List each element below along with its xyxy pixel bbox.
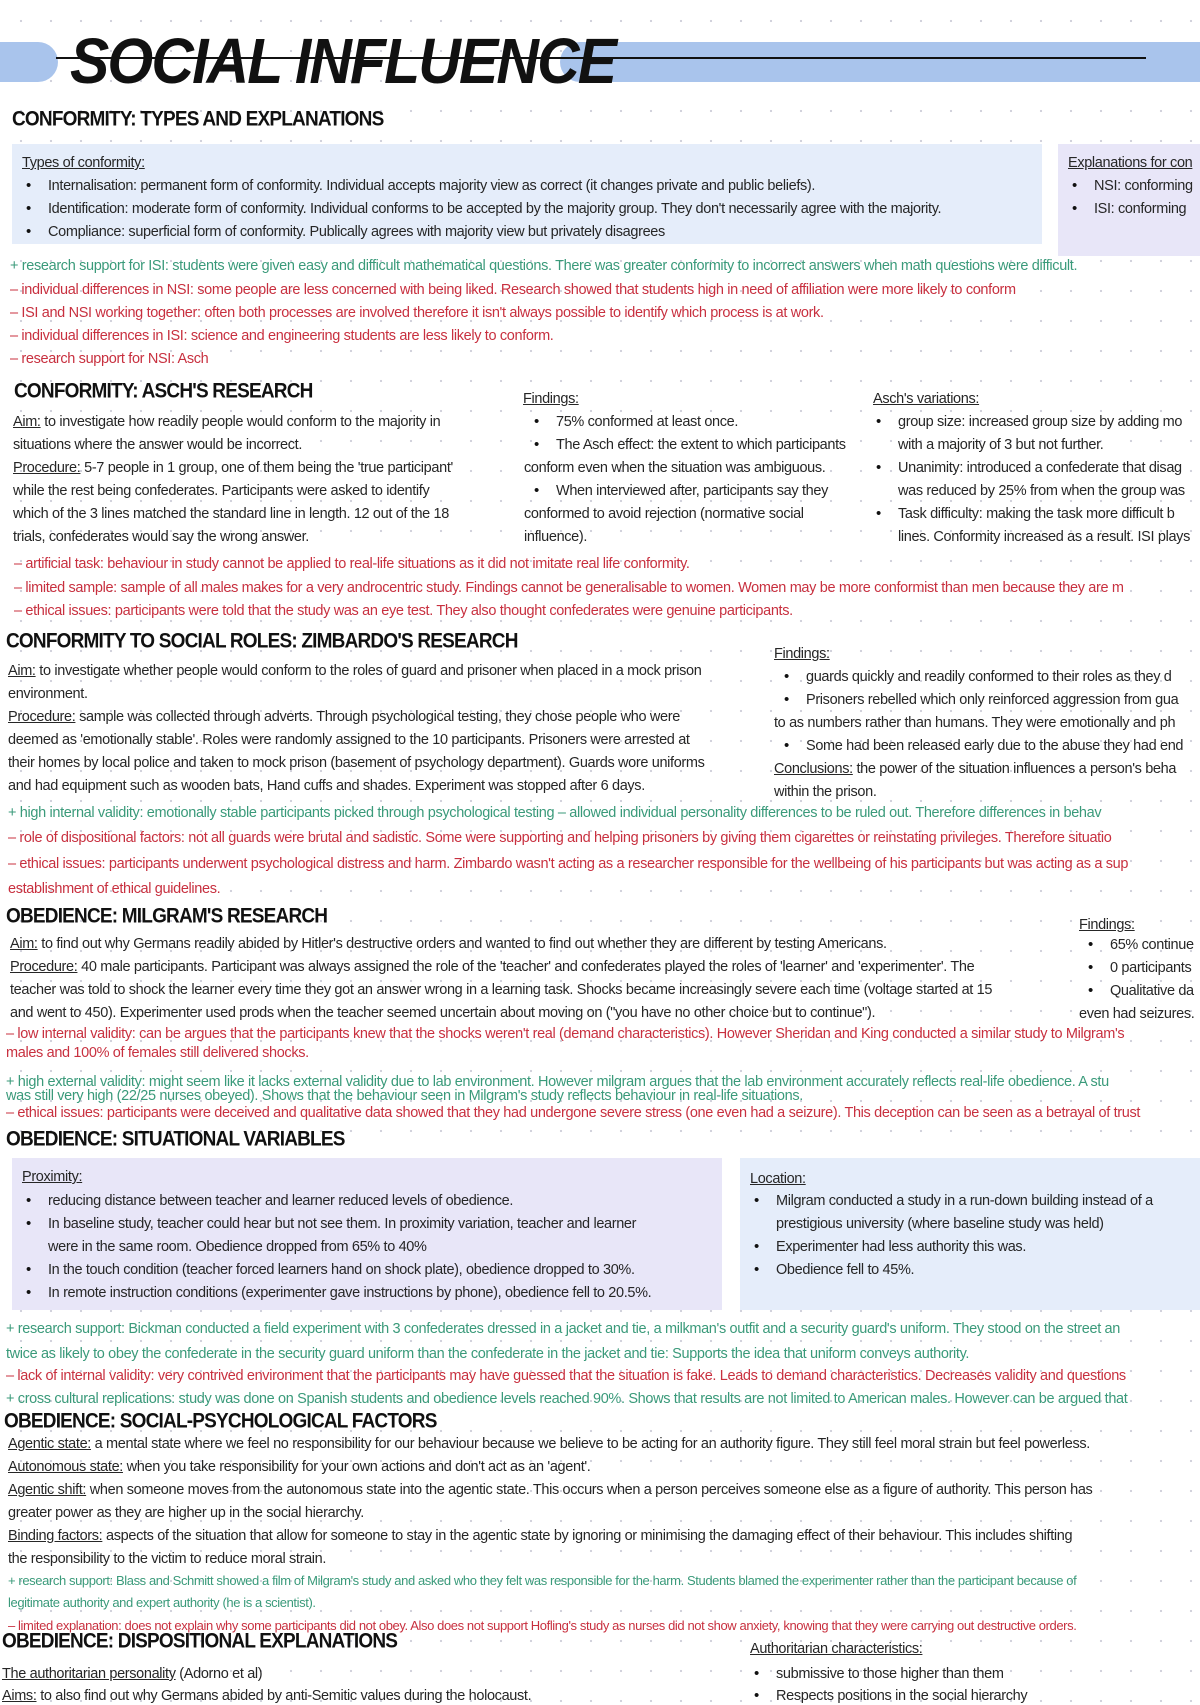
eval-line: – role of dispositional factors: not all guards were brutal and sadistic. Some were supporting and helping prisoners by giving them cigarettes or reinstating privileges. Therefore situatio bbox=[8, 830, 1112, 846]
proximity-point: were in the same room. Obedience dropped from 65% to 40% bbox=[48, 1239, 427, 1255]
social-psych-line-text: aspects of the situation that allow for someone to stay in the agentic state by ignoring or minimising the damaging effect of their behaviour. This includes shifting bbox=[102, 1528, 1073, 1544]
asch-method-line-label: Procedure: bbox=[13, 460, 81, 476]
zimbardo-method-line bbox=[8, 777, 645, 795]
section-heading-dispositional: OBEDIENCE: DISPOSITIONAL EXPLANATIONS bbox=[2, 1630, 398, 1654]
milgram-method-line-label: Aim: bbox=[10, 936, 38, 952]
zimbardo-method-line-label: Aim: bbox=[8, 663, 36, 679]
milgram-method-line bbox=[10, 935, 887, 953]
dispositional-line bbox=[2, 1665, 262, 1683]
dispositional-line-text: (Adorno et al) bbox=[175, 1666, 263, 1682]
zimbardo-method-line-text: and had equipment such as wooden bats, Hand cuffs and shades. Experiment was stopped after 6 days. bbox=[8, 778, 645, 794]
section-heading-milgram: OBEDIENCE: MILGRAM'S RESEARCH bbox=[6, 905, 328, 929]
asch-variation: lines. Conformity increased as a result. ISI plays bbox=[898, 529, 1190, 545]
social-psych-line-text: greater power as they are higher up in the social hierarchy. bbox=[8, 1505, 364, 1521]
social-psych-line-text: when someone moves from the autonomous state into the agentic state. This occurs when a person perceives someone else as a figure of authority. This person has bbox=[86, 1482, 1093, 1498]
eval-line: – individual differences in NSI: some people are less concerned with being liked. Research showed that students high in need of affiliation were more likely to conform bbox=[10, 282, 1016, 298]
proximity-point: • In baseline study, teacher could hear but not see them. In proximity variation, teacher and learner bbox=[48, 1215, 636, 1233]
milgram-finding: even had seizures. bbox=[1079, 1006, 1195, 1022]
asch-method-line bbox=[13, 459, 453, 477]
dispositional-line-label: Aims: bbox=[2, 1688, 37, 1704]
dispositional-line-text: to also find out why Germans abided by anti-Semitic values during the holocaust. bbox=[36, 1688, 532, 1704]
zimbardo-method-line-text: environment. bbox=[8, 686, 88, 702]
asch-variation: was reduced by 25% from when the group was bbox=[898, 483, 1185, 499]
zimbardo-finding: • Some had been released early due to the abuse they had end bbox=[806, 737, 1183, 755]
page-title: SOCIAL INFLUENCE bbox=[70, 25, 616, 97]
eval-line: – ethical issues: participants were deceived and qualitative data showed that they had undergone severe stress (one even had a seizure). This deception can be seen as a betrayal of trust bbox=[6, 1105, 1141, 1121]
location-point: prestigious university (where baseline study was held) bbox=[776, 1216, 1104, 1232]
eval-line: + high external validity: might seem like it lacks external validity due to lab environment. However milgram argues that the lab environment accurately reflects real-life obedience. A stu bbox=[6, 1074, 1109, 1090]
explanations-heading: Explanations for con bbox=[1068, 155, 1193, 171]
asch-variation: with a majority of 3 but not further. bbox=[898, 437, 1104, 453]
header-accent-left bbox=[0, 42, 58, 82]
asch-method-line bbox=[13, 436, 302, 454]
eval-line: legitimate authority and expert authority (he is a scientist). bbox=[8, 1595, 316, 1610]
eval-line: – lack of internal validity: very contrived environment that the participants may have guessed that the situation is fake. Leads to demand characteristics. Decreases validity and questions bbox=[6, 1368, 1126, 1384]
eval-line: – artificial task: behaviour in study cannot be applied to real-life situations as it did not imitate real life conformity. bbox=[14, 556, 690, 572]
milgram-method-line bbox=[10, 1004, 875, 1022]
zimbardo-method-line bbox=[8, 685, 88, 703]
social-psych-line bbox=[8, 1458, 590, 1476]
zimbardo-method-line bbox=[8, 708, 680, 726]
eval-line: – low internal validity: can be argues that the participants knew that the shocks weren't real (demand characteristics). However Sheridan and King conducted a similar study to Milgram's bbox=[6, 1026, 1125, 1042]
asch-method-line bbox=[13, 482, 429, 500]
proximity-heading: Proximity: bbox=[22, 1169, 83, 1185]
milgram-method-line-text: 40 male participants. Participant was always assigned the role of the 'teacher' and confederates played the roles of 'learner' and 'experimenter'. The bbox=[77, 959, 975, 975]
explanation-nsi: • NSI: conforming bbox=[1094, 177, 1193, 195]
type-internalisation: • Internalisation: permanent form of conformity. Individual accepts majority view as correct (it changes private and public beliefs). bbox=[48, 177, 815, 195]
asch-method-line-text: which of the 3 lines matched the standard line in length. 12 out of the 18 bbox=[13, 506, 449, 522]
types-heading: Types of conformity: bbox=[22, 155, 145, 171]
zimbardo-finding: • guards quickly and readily conformed to their roles as they d bbox=[806, 668, 1172, 686]
social-psych-line-text: when you take responsibility for your own actions and don't act as an 'agent'. bbox=[122, 1459, 591, 1475]
asch-variation: • group size: increased group size by adding mo bbox=[898, 413, 1182, 431]
social-psych-line-label: Binding factors: bbox=[8, 1528, 103, 1544]
milgram-method-line bbox=[10, 981, 992, 999]
zimbardo-method-line bbox=[8, 662, 701, 680]
dispositional-line bbox=[2, 1687, 531, 1705]
proximity-point: • In the touch condition (teacher forced learners hand on shock plate), obedience dropped to 30%. bbox=[48, 1261, 635, 1279]
asch-finding: • 75% conformed at least once. bbox=[556, 413, 738, 431]
section-heading-situational: OBEDIENCE: SITUATIONAL VARIABLES bbox=[6, 1128, 345, 1152]
asch-finding: conformed to avoid rejection (normative social bbox=[524, 506, 804, 522]
eval-line: – ethical issues: participants underwent psychological distress and harm. Zimbardo wasn't acting as a researcher responsible for the wellbeing of his participants but was acting as a sup bbox=[8, 856, 1129, 872]
location-point: • Milgram conducted a study in a run-down building instead of a bbox=[776, 1192, 1153, 1210]
zimbardo-finding: • Prisoners rebelled which only reinforced aggression from gua bbox=[806, 691, 1178, 709]
asch-finding: conform even when the situation was ambiguous. bbox=[524, 460, 826, 476]
eval-line: + research support: Bickman conducted a field experiment with 3 confederates dressed in a jacket and tie, a milkman's outfit and a security guard's uniform. They stood on the street an bbox=[6, 1321, 1120, 1337]
header-accent-right bbox=[560, 42, 1200, 82]
asch-findings-heading: Findings: bbox=[523, 391, 579, 407]
eval-line: – limited explanation: does not explain why some participants did not obey. Also does not support Hofling's study as nurses did not show anxiety, knowing that they were carrying out destructive orders. bbox=[8, 1618, 1077, 1633]
section-heading-asch: CONFORMITY: ASCH'S RESEARCH bbox=[14, 380, 313, 404]
zimbardo-finding: within the prison. bbox=[774, 784, 877, 800]
social-psych-line bbox=[8, 1550, 326, 1568]
dispositional-line-label: The authoritarian personality bbox=[2, 1666, 176, 1682]
eval-line: + research support: Blass and Schmitt showed a film of Milgram's study and asked who they felt was responsible for the harm. Students blamed the experimenter rather than the participant because of bbox=[8, 1573, 1077, 1588]
eval-line: – limited sample: sample of all males makes for a very androcentric study. Findings cannot be generalisable to women. Women may be more conformist than men because they are m bbox=[14, 580, 1124, 596]
zimbardo-method-line bbox=[8, 731, 690, 749]
eval-line: + cross cultural replications: study was done on Spanish students and obedience levels reached 90%. Shows that results are not limited to American males. However can be argued that bbox=[6, 1391, 1128, 1407]
social-psych-line-label: Agentic state: bbox=[8, 1436, 91, 1452]
zimbardo-finding-text: the power of the situation influences a person's beha bbox=[852, 761, 1177, 777]
asch-method-line-text: while the rest being confederates. Participants were asked to identify bbox=[13, 483, 430, 499]
asch-variation: • Unanimity: introduced a confederate that disag bbox=[898, 459, 1182, 477]
section-heading-social-psych: OBEDIENCE: SOCIAL-PSYCHOLOGICAL FACTORS bbox=[4, 1410, 437, 1434]
zimbardo-method-line-text: their homes by local police and taken to mock prison (basement of psychology department). Guards wore uniforms bbox=[8, 755, 705, 771]
eval-line: – ethical issues: participants were told that the study was an eye test. They also thought confederates were genuine participants. bbox=[14, 603, 793, 619]
proximity-point: • reducing distance between teacher and learner reduced levels of obedience. bbox=[48, 1192, 513, 1210]
zimbardo-findings-heading: Findings: bbox=[774, 646, 830, 662]
social-psych-line bbox=[8, 1435, 1090, 1453]
asch-finding: influence). bbox=[524, 529, 588, 545]
zimbardo-method-line-text: deemed as 'emotionally stable'. Roles were randomly assigned to the 10 participants. Prisoners were arrested at bbox=[8, 732, 690, 748]
asch-method-line-text: 5-7 people in 1 group, one of them being the 'true participant' bbox=[80, 460, 453, 476]
section-heading-zimbardo: CONFORMITY TO SOCIAL ROLES: ZIMBARDO'S RESEARCH bbox=[6, 630, 518, 654]
milgram-finding: • 0 participants bbox=[1110, 959, 1191, 977]
eval-line: was still very high (22/25 nurses obeyed). Shows that the behaviour seen in Milgram's study reflects behaviour in real-life situations. bbox=[6, 1088, 803, 1104]
asch-variation: • Task difficulty: making the task more difficult b bbox=[898, 505, 1174, 523]
asch-method-line bbox=[13, 528, 309, 546]
social-psych-line bbox=[8, 1527, 1072, 1545]
asch-method-line bbox=[13, 505, 449, 523]
milgram-finding: • Qualitative da bbox=[1110, 982, 1194, 1000]
authoritarian-characteristic: • Respects positions in the social hierarchy bbox=[776, 1687, 1027, 1705]
social-psych-line-label: Autonomous state: bbox=[8, 1459, 123, 1475]
section-heading-conformity-types: CONFORMITY: TYPES AND EXPLANATIONS bbox=[12, 108, 384, 132]
eval-line: – ISI and NSI working together: often both processes are involved therefore it isn't always possible to identify which process is at work. bbox=[10, 305, 824, 321]
type-compliance: • Compliance: superficial form of conformity. Publically agrees with majority view but privately disagrees bbox=[48, 223, 665, 241]
zimbardo-finding-label: Conclusions: bbox=[774, 761, 853, 777]
zimbardo-finding bbox=[774, 760, 1176, 778]
milgram-method-line-text: to find out why Germans readily abided by Hitler's destructive orders and wanted to find out whether they are different by testing Americans. bbox=[37, 936, 887, 952]
location-heading: Location: bbox=[750, 1171, 806, 1187]
milgram-method-line-text: and went to 450). Experimenter used prods when the teacher seemed uncertain about moving on ("you have no other choice but to continue"). bbox=[10, 1005, 876, 1021]
proximity-point: • In remote instruction conditions (experimenter gave instructions by phone), obedience fell to 20.5%. bbox=[48, 1284, 651, 1302]
asch-method-line-text: to investigate how readily people would conform to the majority in bbox=[40, 414, 441, 430]
location-box bbox=[740, 1158, 1200, 1310]
zimbardo-method-line bbox=[8, 754, 705, 772]
social-psych-line-label: Agentic shift: bbox=[8, 1482, 87, 1498]
zimbardo-method-line-text: sample was collected through adverts. Through psychological testing, they chose people who were bbox=[75, 709, 680, 725]
asch-method-line-text: situations where the answer would be incorrect. bbox=[13, 437, 303, 453]
social-psych-line bbox=[8, 1504, 364, 1522]
zimbardo-finding: to as numbers rather than humans. They were emotionally and ph bbox=[774, 715, 1176, 731]
eval-line: twice as likely to obey the confederate in the security guard uniform than the confederate in the jacket and tie: Supports the idea that uniform conveys authority. bbox=[6, 1346, 970, 1362]
type-identification: • Identification: moderate form of conformity. Individual conforms to be accepted by the majority group. They don't necessarily agree with the majority. bbox=[48, 200, 941, 218]
milgram-findings-heading: Findings: bbox=[1079, 917, 1135, 933]
asch-method-line bbox=[13, 413, 440, 431]
zimbardo-method-line-label: Procedure: bbox=[8, 709, 76, 725]
eval-line: establishment of ethical guidelines. bbox=[8, 881, 221, 897]
location-point: • Experimenter had less authority this was. bbox=[776, 1238, 1026, 1256]
authoritarian-characteristic: • submissive to those higher than them bbox=[776, 1665, 1004, 1683]
authoritarian-characteristics-heading: Authoritarian characteristics: bbox=[750, 1641, 923, 1657]
asch-method-line-label: Aim: bbox=[13, 414, 41, 430]
eval-line: + high internal validity: emotionally stable participants picked through psychological testing – allowed individual personality differences to be ruled out. Therefore differences in behav bbox=[8, 805, 1102, 821]
milgram-method-line-text: teacher was told to shock the learner every time they got an answer wrong in a learning task. Shocks became increasingly severe each time (voltage started at 15 bbox=[10, 982, 993, 998]
location-point: • Obedience fell to 45%. bbox=[776, 1261, 914, 1279]
explanation-isi: • ISI: conforming bbox=[1094, 200, 1186, 218]
social-psych-line-text: a mental state where we feel no responsibility for our behaviour because we believe to be acting for an authority figure. They still feel moral strain but feel powerless. bbox=[90, 1436, 1090, 1452]
milgram-method-line bbox=[10, 958, 974, 976]
social-psych-line-text: the responsibility to the victim to reduce moral strain. bbox=[8, 1551, 327, 1567]
asch-finding: • The Asch effect: the extent to which participants bbox=[556, 436, 846, 454]
asch-variations-heading: Asch's variations: bbox=[873, 391, 980, 407]
asch-method-line-text: trials, confederates would say the wrong answer. bbox=[13, 529, 309, 545]
asch-finding: • When interviewed after, participants say they bbox=[556, 482, 828, 500]
eval-line: + research support for ISI: students were given easy and difficult mathematical questions. There was greater conformity to incorrect answers when math questions were difficult. bbox=[10, 258, 1078, 274]
zimbardo-method-line-text: to investigate whether people would conform to the roles of guard and prisoner when placed in a mock prison bbox=[35, 663, 702, 679]
eval-line: – individual differences in ISI: science and engineering students are less likely to conform. bbox=[10, 328, 554, 344]
social-psych-line bbox=[8, 1481, 1092, 1499]
eval-line: – research support for NSI: Asch bbox=[10, 351, 209, 367]
milgram-method-line-label: Procedure: bbox=[10, 959, 78, 975]
milgram-finding: • 65% continue bbox=[1110, 936, 1194, 954]
eval-line: males and 100% of females still delivered shocks. bbox=[6, 1045, 309, 1061]
